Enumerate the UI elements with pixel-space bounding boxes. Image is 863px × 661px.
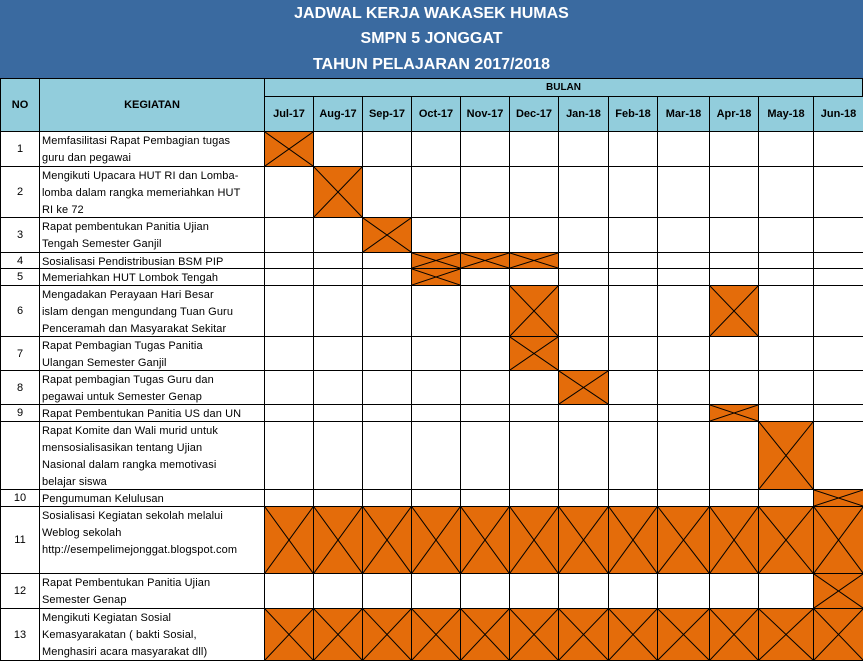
scheduled-month-cell (411, 252, 461, 269)
row-number: 10 (0, 489, 40, 507)
month-cell (657, 421, 710, 490)
scheduled-month-cell (362, 217, 412, 253)
scheduled-month-cell (558, 608, 609, 661)
month-header: Dec-17 (509, 96, 559, 132)
month-cell (758, 268, 814, 286)
month-cell (264, 166, 314, 218)
activity-label: Rapat Komite dan Wali murid untuk mensosialisasikan tentang Ujian Nasional dalam rangka memotivasi belajar siswa (39, 421, 265, 490)
month-header: Oct-17 (411, 96, 461, 132)
cross-mark-icon (412, 507, 460, 573)
scheduled-month-cell (509, 252, 559, 269)
activity-label: Rapat pembentukan Panitia Ujian Tengah Semester Ganjil (39, 217, 265, 253)
month-header: May-18 (758, 96, 814, 132)
cross-mark-icon (461, 507, 509, 573)
scheduled-month-cell (758, 421, 814, 490)
row-number: 5 (0, 268, 40, 286)
month-cell (264, 252, 314, 269)
month-cell (709, 166, 759, 218)
month-cell (460, 370, 510, 405)
cross-mark-icon (759, 609, 813, 660)
cross-mark-icon (814, 609, 863, 660)
month-cell (509, 489, 559, 507)
scheduled-month-cell (460, 252, 510, 269)
month-cell (709, 268, 759, 286)
cross-mark-icon (314, 167, 362, 217)
cross-mark-icon (510, 609, 558, 660)
scheduled-month-cell (411, 506, 461, 574)
month-cell (313, 573, 363, 609)
scheduled-month-cell (608, 506, 658, 574)
cross-mark-icon (363, 218, 411, 252)
month-cell (460, 489, 510, 507)
month-cell (758, 489, 814, 507)
month-cell (362, 285, 412, 337)
cross-mark-icon (363, 507, 411, 573)
month-cell (709, 421, 759, 490)
month-cell (362, 268, 412, 286)
scheduled-month-cell (813, 489, 863, 507)
month-cell (460, 573, 510, 609)
cross-mark-icon (559, 507, 608, 573)
month-cell (813, 370, 863, 405)
month-cell (657, 489, 710, 507)
month-cell (411, 166, 461, 218)
month-cell (509, 166, 559, 218)
cross-mark-icon (759, 507, 813, 573)
month-cell (608, 252, 658, 269)
scheduled-month-cell (709, 404, 759, 422)
month-cell (313, 217, 363, 253)
activity-label: Mengikuti Kegiatan Sosial Kemasyarakatan ( bakti Sosial, Menghasiri acara masyarakat dll) (39, 608, 265, 661)
month-cell (460, 268, 510, 286)
scheduled-month-cell (460, 506, 510, 574)
month-cell (608, 421, 658, 490)
header-kegiatan: KEGIATAN (39, 78, 265, 132)
scheduled-month-cell (264, 608, 314, 661)
month-header: Apr-18 (709, 96, 759, 132)
month-cell (608, 268, 658, 286)
scheduled-month-cell (509, 608, 559, 661)
cross-mark-icon (265, 132, 313, 166)
month-cell (264, 489, 314, 507)
month-cell (758, 252, 814, 269)
month-header: Sep-17 (362, 96, 412, 132)
scheduled-month-cell (313, 608, 363, 661)
scheduled-month-cell (558, 506, 609, 574)
month-cell (813, 217, 863, 253)
month-cell (362, 131, 412, 167)
row-number: 2 (0, 166, 40, 218)
month-cell (657, 252, 710, 269)
month-cell (608, 217, 658, 253)
cross-mark-icon (710, 609, 758, 660)
activity-label: Rapat Pembentukan Panitia Ujian Semester Genap (39, 573, 265, 609)
month-cell (758, 370, 814, 405)
month-cell (509, 370, 559, 405)
month-cell (709, 131, 759, 167)
month-cell (264, 421, 314, 490)
month-cell (264, 217, 314, 253)
month-header: Feb-18 (608, 96, 658, 132)
activity-label: Pengumuman Kelulusan (39, 489, 265, 507)
month-cell (657, 404, 710, 422)
cross-mark-icon (461, 609, 509, 660)
month-cell (313, 421, 363, 490)
month-cell (313, 285, 363, 337)
scheduled-month-cell (509, 336, 559, 371)
month-cell (362, 166, 412, 218)
month-cell (709, 217, 759, 253)
month-cell (411, 489, 461, 507)
month-cell (709, 252, 759, 269)
month-cell (608, 285, 658, 337)
month-cell (813, 268, 863, 286)
scheduled-month-cell (813, 608, 863, 661)
month-cell (709, 489, 759, 507)
scheduled-month-cell (509, 285, 559, 337)
activity-label: Memfasilitasi Rapat Pembagian tugas guru dan pegawai (39, 131, 265, 167)
row-number: 4 (0, 252, 40, 269)
month-cell (362, 421, 412, 490)
scheduled-month-cell (813, 506, 863, 574)
month-cell (460, 217, 510, 253)
month-cell (657, 336, 710, 371)
row-number: 8 (0, 370, 40, 405)
month-cell (411, 421, 461, 490)
month-cell (264, 285, 314, 337)
month-cell (608, 131, 658, 167)
activity-label: Rapat Pembagian Tugas Panitia Ulangan Semester Ganjil (39, 336, 265, 371)
month-cell (657, 285, 710, 337)
scheduled-month-cell (313, 166, 363, 218)
month-cell (362, 573, 412, 609)
cross-mark-icon (510, 286, 558, 336)
month-cell (264, 370, 314, 405)
month-cell (460, 285, 510, 337)
month-cell (608, 370, 658, 405)
cross-mark-icon (658, 609, 709, 660)
cross-mark-icon (412, 253, 460, 268)
row-number: 9 (0, 404, 40, 422)
header-no: NO (0, 78, 40, 132)
activity-label: Mengadakan Perayaan Hari Besar islam dengan mengundang Tuan Guru Penceramah dan Masyarakat Sekitar (39, 285, 265, 337)
month-cell (608, 404, 658, 422)
month-cell (558, 252, 609, 269)
month-cell (608, 489, 658, 507)
month-cell (709, 573, 759, 609)
month-cell (362, 404, 412, 422)
month-cell (758, 131, 814, 167)
activity-label: Sosialisasi Pendistribusian BSM PIP (39, 252, 265, 269)
title-band (0, 0, 863, 79)
month-cell (362, 252, 412, 269)
month-header: Jan-18 (558, 96, 609, 132)
activity-label: Rapat pembagian Tugas Guru dan pegawai untuk Semester Genap (39, 370, 265, 405)
month-cell (460, 336, 510, 371)
cross-mark-icon (510, 253, 558, 268)
cross-mark-icon (609, 507, 657, 573)
month-cell (558, 404, 609, 422)
cross-mark-icon (658, 507, 709, 573)
scheduled-month-cell (264, 506, 314, 574)
month-cell (411, 131, 461, 167)
month-header: Jun-18 (813, 96, 863, 132)
month-cell (509, 268, 559, 286)
title-line-3: TAHUN PELAJARAN 2017/2018 (312, 56, 551, 73)
month-cell (411, 573, 461, 609)
month-cell (608, 336, 658, 371)
header-bulan: BULAN (264, 78, 863, 97)
scheduled-month-cell (509, 506, 559, 574)
row-number: 12 (0, 573, 40, 609)
month-cell (509, 217, 559, 253)
month-cell (558, 166, 609, 218)
title-line-2: SMPN 5 JONGGAT (360, 30, 503, 47)
month-cell (313, 252, 363, 269)
month-cell (558, 268, 609, 286)
month-cell (362, 336, 412, 371)
cross-mark-icon (814, 507, 863, 573)
activity-label: Memeriahkan HUT Lombok Tengah (39, 268, 265, 286)
row-number: 7 (0, 336, 40, 371)
month-cell (758, 166, 814, 218)
row-number: 1 (0, 131, 40, 167)
cross-mark-icon (510, 507, 558, 573)
month-cell (657, 166, 710, 218)
month-header: Mar-18 (657, 96, 710, 132)
cross-mark-icon (609, 609, 657, 660)
month-cell (758, 404, 814, 422)
month-cell (411, 370, 461, 405)
scheduled-month-cell (558, 370, 609, 405)
month-cell (813, 166, 863, 218)
month-cell (813, 131, 863, 167)
cross-mark-icon (710, 405, 758, 421)
scheduled-month-cell (657, 608, 710, 661)
month-header: Nov-17 (460, 96, 510, 132)
month-cell (758, 573, 814, 609)
month-cell (657, 573, 710, 609)
month-cell (509, 131, 559, 167)
cross-mark-icon (710, 286, 758, 336)
scheduled-month-cell (313, 506, 363, 574)
month-cell (558, 421, 609, 490)
month-cell (813, 252, 863, 269)
cross-mark-icon (314, 507, 362, 573)
month-cell (411, 285, 461, 337)
month-cell (657, 268, 710, 286)
month-cell (709, 370, 759, 405)
scheduled-month-cell (362, 506, 412, 574)
cross-mark-icon (265, 609, 313, 660)
month-cell (264, 336, 314, 371)
month-cell (509, 404, 559, 422)
month-header: Jul-17 (264, 96, 314, 132)
month-cell (709, 336, 759, 371)
month-cell (313, 336, 363, 371)
scheduled-month-cell (362, 608, 412, 661)
month-cell (313, 370, 363, 405)
activity-label: Mengikuti Upacara HUT RI dan Lomba- lomba dalam rangka memeriahkan HUT RI ke 72 (39, 166, 265, 218)
month-cell (657, 131, 710, 167)
cross-mark-icon (461, 253, 509, 268)
month-cell (657, 217, 710, 253)
month-cell (460, 404, 510, 422)
cross-mark-icon (559, 371, 608, 404)
month-cell (313, 131, 363, 167)
cross-mark-icon (559, 609, 608, 660)
cross-mark-icon (363, 609, 411, 660)
month-cell (813, 404, 863, 422)
scheduled-month-cell (709, 506, 759, 574)
cross-mark-icon (314, 609, 362, 660)
month-cell (758, 336, 814, 371)
month-cell (558, 489, 609, 507)
cross-mark-icon (759, 422, 813, 489)
scheduled-month-cell (608, 608, 658, 661)
month-cell (657, 370, 710, 405)
month-cell (313, 268, 363, 286)
month-cell (411, 336, 461, 371)
month-cell (313, 489, 363, 507)
month-cell (608, 573, 658, 609)
scheduled-month-cell (758, 608, 814, 661)
cross-mark-icon (412, 269, 460, 285)
month-cell (411, 217, 461, 253)
cross-mark-icon (265, 507, 313, 573)
month-cell (264, 268, 314, 286)
month-cell (813, 285, 863, 337)
month-cell (460, 166, 510, 218)
month-cell (460, 421, 510, 490)
cross-mark-icon (814, 574, 863, 608)
month-cell (813, 421, 863, 490)
row-number: 13 (0, 608, 40, 661)
activity-label: Sosialisasi Kegiatan sekolah melalui Weblog sekolah http://esempelimejonggat.blogspot.com (39, 506, 265, 574)
cross-mark-icon (412, 609, 460, 660)
title-line-1: JADWAL KERJA WAKASEK HUMAS (294, 5, 569, 22)
cross-mark-icon (710, 507, 758, 573)
month-cell (608, 166, 658, 218)
row-number: 6 (0, 285, 40, 337)
month-cell (558, 217, 609, 253)
scheduled-month-cell (460, 608, 510, 661)
scheduled-month-cell (709, 608, 759, 661)
scheduled-month-cell (411, 268, 461, 286)
month-cell (411, 404, 461, 422)
month-cell (362, 489, 412, 507)
month-header: Aug-17 (313, 96, 363, 132)
month-cell (558, 336, 609, 371)
row-number (0, 421, 40, 490)
month-cell (558, 285, 609, 337)
month-cell (758, 217, 814, 253)
cross-mark-icon (814, 490, 863, 506)
scheduled-month-cell (709, 285, 759, 337)
row-number: 3 (0, 217, 40, 253)
month-cell (460, 131, 510, 167)
month-cell (558, 131, 609, 167)
scheduled-month-cell (813, 573, 863, 609)
month-cell (264, 573, 314, 609)
month-cell (264, 404, 314, 422)
month-cell (509, 421, 559, 490)
activity-label: Rapat Pembentukan Panitia US dan UN (39, 404, 265, 422)
month-cell (758, 285, 814, 337)
scheduled-month-cell (758, 506, 814, 574)
month-cell (813, 336, 863, 371)
month-cell (509, 573, 559, 609)
scheduled-month-cell (264, 131, 314, 167)
scheduled-month-cell (411, 608, 461, 661)
month-cell (313, 404, 363, 422)
row-number: 11 (0, 506, 40, 574)
cross-mark-icon (510, 337, 558, 370)
month-cell (362, 370, 412, 405)
month-cell (558, 573, 609, 609)
scheduled-month-cell (657, 506, 710, 574)
